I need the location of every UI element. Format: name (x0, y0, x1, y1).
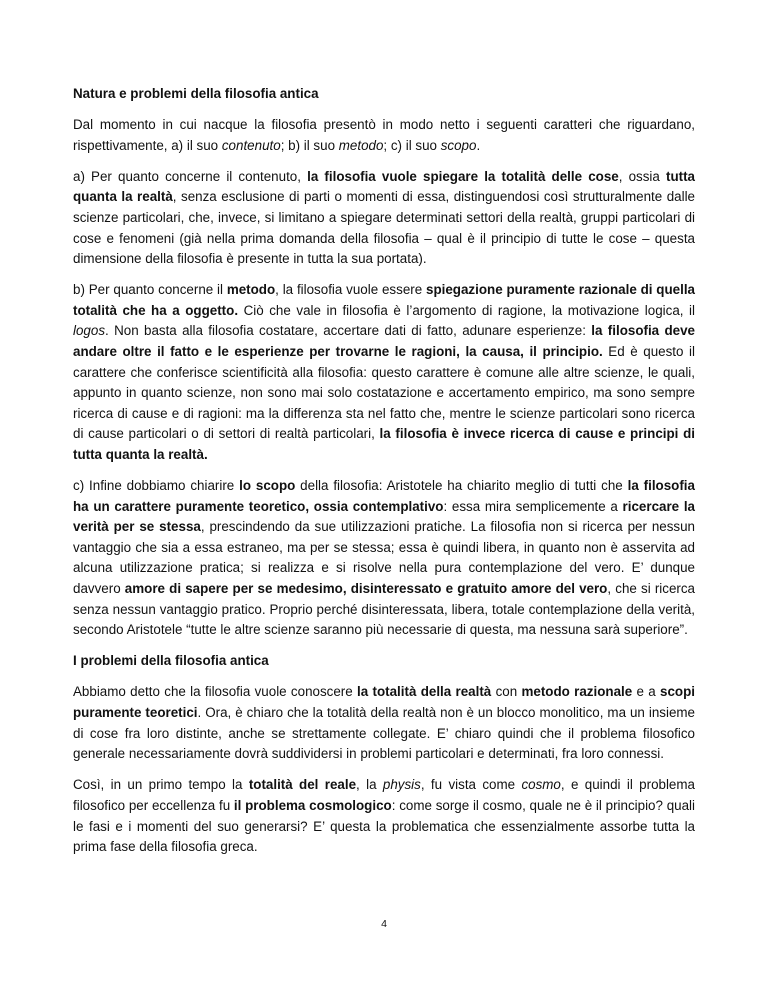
para_c-run-5: ricercare la verità per se stessa (73, 498, 695, 535)
para_e-run-8: : come sorge il cosmo, quale ne è il principio? quali le fasi e i momenti del suo generarsi? E’ questa la problematica che essenzialmente assorbe tutta la prima fase della filosofia greca. (73, 797, 695, 855)
intro-run-3: metodo (338, 137, 384, 153)
section-heading-problems: I problemi della filosofia antica (73, 653, 269, 669)
para_e-run-3: physis (382, 777, 421, 793)
para_e-run-5: cosmo (521, 777, 561, 793)
para_e-run-2: , la (356, 777, 383, 793)
para_e-run-4: , fu vista come (420, 777, 522, 793)
para_e-run-1: totalità del reale (248, 777, 357, 793)
para_b-run-7: la filosofia deve andare oltre il fatto e le esperienze per trovarne le ragioni, la causa, il principio. (73, 323, 696, 360)
intro-run-2: ; b) il suo (280, 137, 339, 153)
para_b-run-8: Ed è questo il carattere che conferisce scientificità alla filosofia: questo carattere è comune alle altre scienze, le quali, appunto in quanto scienze, non sono mai solo costatazione e accertamento empirico, ma sono sempre ricerca di cause e di ragioni: ma la differenza sta nel fatto che, mentre le scienze particolari sono ricerca di cause particolari o di settori di realtà particolari, (73, 344, 695, 442)
paragraph-cosmology (73, 775, 695, 857)
para_c-run-7: amore di sapere per se medesimo, disinteressato e gratuito amore del vero (124, 581, 608, 597)
section-heading-nature: Natura e problemi della filosofia antica (73, 86, 319, 101)
para_d-run-5: scopi puramente teoretici (73, 684, 696, 721)
para_b-run-4: Ciò che vale in filosofia è l’argomento di ragione, la motivazione logica, il (238, 302, 695, 318)
para_a-run-2: , ossia (618, 168, 666, 184)
para_b-run-0: b) Per quanto concerne il (73, 282, 227, 298)
para_d-run-3: metodo razionale (521, 684, 633, 700)
para_a-run-4: , senza esclusione di parti o momenti di essa, distinguendosi così strutturalmente dalle scienze particolari, che, invece, si limitano a spiegare determinati settori della realtà, gruppi particolari di cose e fenomeni (già nella prima domanda della filosofia – qual è il principio di tutte le cose – questa dimensione della filosofia è presente in tutta la sua portata). (73, 189, 695, 267)
para_c-run-2: della filosofia: Aristotele ha chiarito meglio di tutti che (295, 478, 628, 494)
para_d-run-6: . Ora, è chiaro che la totalità della realtà non è un blocco monolitico, ma un insieme di cose fra loro distinte, anche se strettamente collegate. E’ chiaro quindi che il problema filosofico generale necessariamente dovrà suddividersi in problemi particolari e determinati, fra loro connessi. (73, 705, 695, 762)
para_d-run-2: con (491, 684, 522, 700)
para_e-run-6: , e quindi il problema filosofico per eccellenza fu (73, 777, 695, 813)
page-number: 4 (381, 918, 387, 930)
para_c-run-1: lo scopo (239, 478, 296, 494)
paragraph-purpose (73, 476, 695, 641)
paragraph-content (73, 167, 695, 270)
para_c-run-8: , che si ricerca senza nessun vantaggio pratico. Proprio perché disinteressata, libera, totale contemplazione della verità, secondo Aristotele “tutte le altre scienze saranno più necessarie di questa, ma nessuna sarà superiore”. (73, 581, 696, 638)
intro-run-6: . (476, 137, 481, 153)
intro-run-4: ; c) il suo (383, 137, 441, 153)
paragraph-intro (73, 115, 695, 156)
para_c-run-4: : essa mira semplicemente a (443, 498, 623, 514)
para_a-run-1: la filosofia vuole spiegare la totalità delle cose (307, 168, 619, 184)
intro-run-1: contenuto (221, 137, 281, 153)
para_e-run-7: il problema cosmologico (233, 797, 392, 813)
para_a-run-0: a) Per quanto concerne il contenuto, (73, 168, 308, 184)
para_b-run-9: la filosofia è invece ricerca di cause e principi di tutta quanta la realtà. (73, 426, 695, 462)
paragraph-method (73, 280, 695, 465)
intro-run-5: scopo (440, 137, 477, 153)
para_b-run-2: , la filosofia vuole essere (275, 282, 426, 298)
para_b-run-1: metodo (226, 282, 276, 298)
para_c-run-0: c) Infine dobbiamo chiarire (73, 478, 240, 494)
para_a-run-3: tutta quanta la realtà (73, 168, 695, 205)
para_e-run-0: Così, in un primo tempo la (73, 777, 249, 793)
para_c-run-3: la filosofia ha un carattere puramente teoretico, ossia contemplativo (73, 478, 695, 514)
document-page (73, 84, 695, 858)
para_d-run-0: Abbiamo detto che la filosofia vuole conoscere (73, 684, 358, 700)
intro-run-0: Dal momento in cui nacque la filosofia presentò in modo netto i seguenti caratteri che riguardano, rispettivamente, a) il suo (73, 117, 695, 153)
para_b-run-6: . Non basta alla filosofia costatare, accertare dati di fatto, adunare esperienze: (105, 323, 592, 339)
para_c-run-6: , prescindendo da sue utilizzazioni pratiche. La filosofia non si ricerca per nessun vantaggio che sia a essa estraneo, ma per se stessa; essa è quindi libera, in quanto non è asservita ad alcuna utilizzazione pratica; si realizza e si risolve nella pura contemplazione del vero. E’ dunque davvero (73, 519, 695, 597)
para_d-run-4: e a (632, 684, 661, 700)
paragraph-totality (73, 682, 695, 764)
para_b-run-3: spiegazione puramente razionale di quella totalità che ha a oggetto. (73, 282, 695, 318)
para_b-run-5: logos (73, 323, 106, 339)
para_d-run-1: la totalità della realtà (357, 684, 492, 700)
